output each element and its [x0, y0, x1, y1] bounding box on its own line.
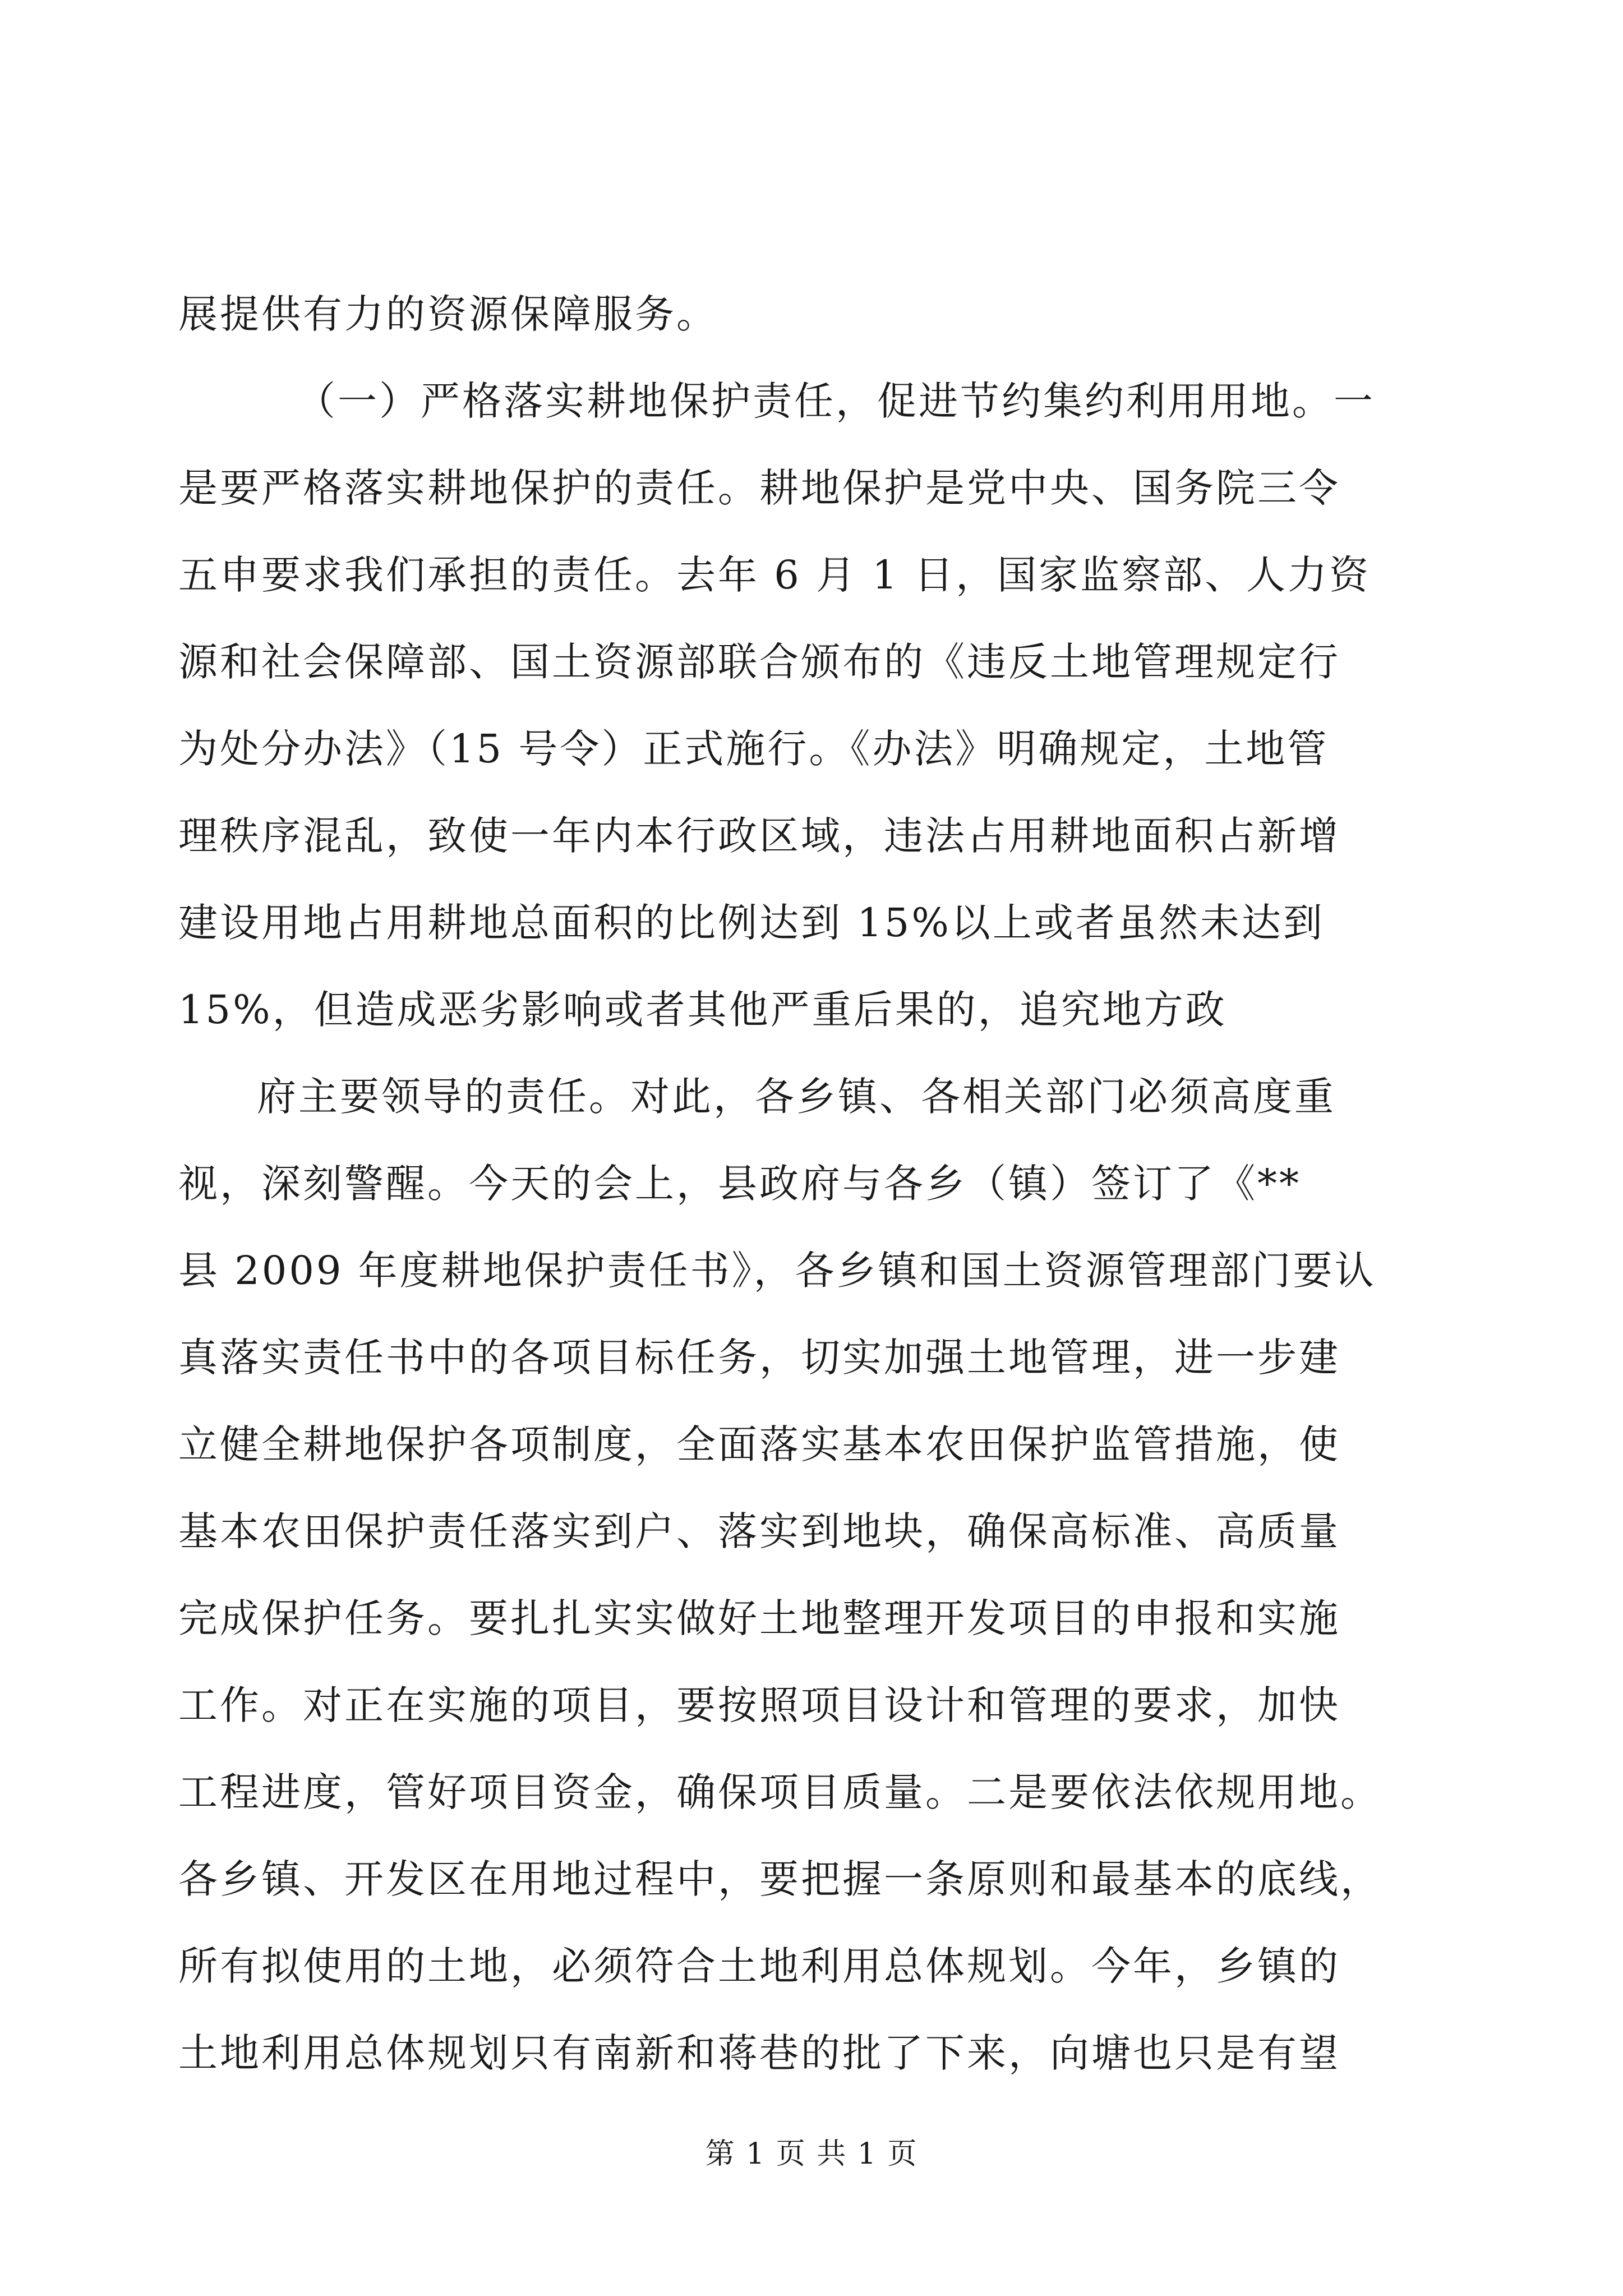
text-line-4: 五申要求我们承担的责任。去年 6 月 1 日，国家监察部、人力资	[178, 552, 1371, 598]
text-line-19: 各乡镇、开发区在用地过程中，要把握一条原则和最基本的底线，	[178, 1856, 1382, 1902]
text-line-2: （一）严格落实耕地保护责任，促进节约集约利用用地。一	[296, 378, 1375, 424]
text-line-18: 工程进度，管好项目资金，确保项目质量。二是要依法依规用地。	[178, 1769, 1382, 1815]
text-line-1: 展提供有力的资源保障服务。	[178, 291, 718, 337]
text-line-12: 县 2009 年度耕地保护责任书》，各乡镇和国土资源管理部门要认	[178, 1248, 1376, 1294]
text-line-11: 视，深刻警醒。今天的会上，县政府与各乡（镇）签订了《**	[178, 1161, 1301, 1207]
text-line-10: 府主要领导的责任。对此，各乡镇、各相关部门必须高度重	[257, 1074, 1336, 1120]
text-line-6: 为处分办法》（15 号令）正式施行。《办法》明确规定，土地管	[178, 726, 1329, 772]
text-line-13: 真落实责任书中的各项目标任务，切实加强土地管理，进一步建	[178, 1335, 1340, 1381]
text-line-15: 基本农田保护责任落实到户、落实到地块，确保高标准、高质量	[178, 1508, 1340, 1554]
text-line-21: 土地利用总体规划只有南新和蒋巷的批了下来，向塘也只是有望	[178, 2030, 1340, 2076]
text-line-17: 工作。对正在实施的项目，要按照项目设计和管理的要求，加快	[178, 1682, 1340, 1728]
text-line-14: 立健全耕地保护各项制度，全面落实基本农田保护监管措施，使	[178, 1421, 1340, 1467]
text-line-20: 所有拟使用的土地，必须符合土地利用总体规划。今年，乡镇的	[178, 1943, 1340, 1989]
text-line-8: 建设用地占用耕地总面积的比例达到 15%以上或者虽然未达到	[178, 900, 1325, 946]
text-line-16: 完成保护任务。要扎扎实实做好土地整理开发项目的申报和实施	[178, 1595, 1340, 1641]
text-line-5: 源和社会保障部、国土资源部联合颁布的《违反土地管理规定行	[178, 639, 1340, 685]
page-footer: 第 1 页 共 1 页	[705, 2137, 918, 2171]
text-line-3: 是要严格落实耕地保护的责任。耕地保护是党中央、国务院三令	[178, 465, 1340, 511]
text-line-7: 理秩序混乱，致使一年内本行政区域，违法占用耕地面积占新增	[178, 813, 1340, 859]
text-line-9: 15%，但造成恶劣影响或者其他严重后果的，追究地方政	[178, 987, 1227, 1033]
